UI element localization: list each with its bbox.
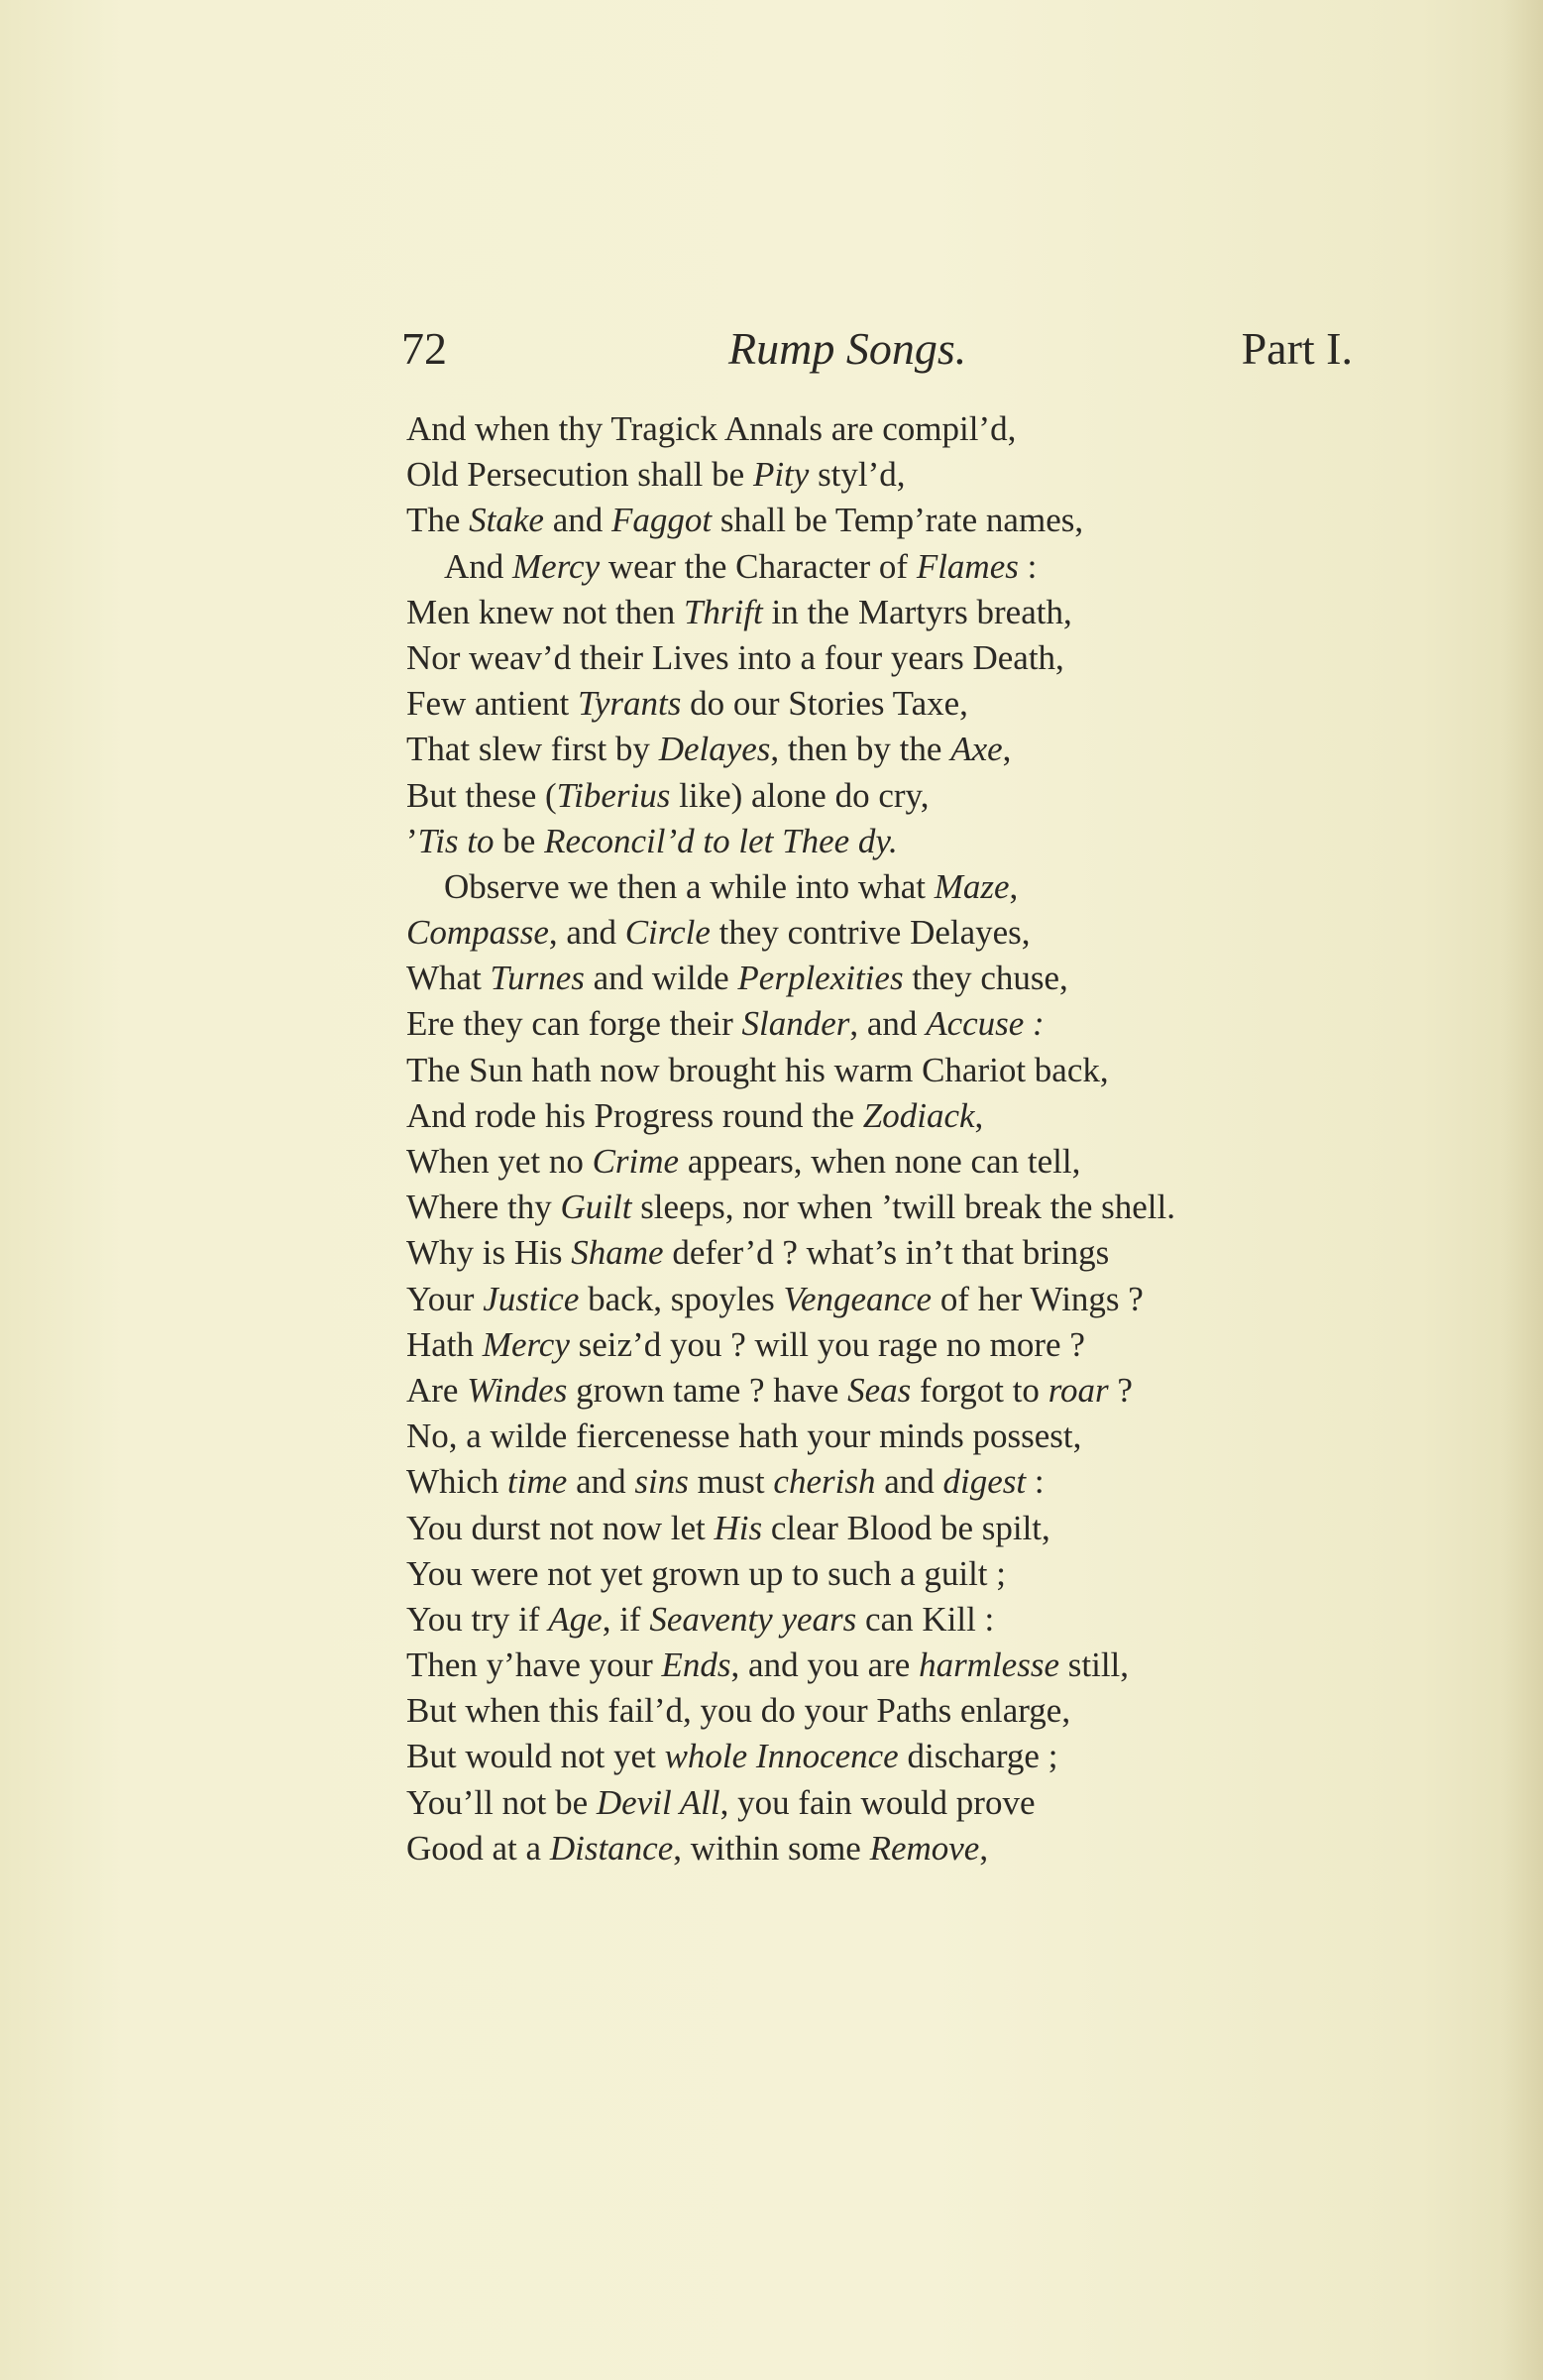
italic-word: roar: [1047, 1370, 1109, 1410]
verse-text: Why is His: [406, 1233, 572, 1273]
italic-word: digest: [942, 1462, 1027, 1502]
verse-text: must: [688, 1462, 774, 1502]
italic-word: Stake: [469, 501, 544, 540]
verse-line: [406, 1139, 1397, 1185]
italic-word: Accuse :: [926, 1004, 1045, 1044]
page-number: 72: [401, 323, 447, 374]
verse-text: ,: [1002, 730, 1012, 769]
verse-text: ?: [1108, 1370, 1133, 1410]
verse-line: [406, 1506, 1397, 1551]
verse-line: [406, 452, 1397, 498]
verse-text: of her Wings ?: [932, 1279, 1144, 1318]
verse-text: ,: [974, 1095, 984, 1135]
verse-line: [406, 1093, 1397, 1139]
verse-text: they chuse,: [903, 959, 1068, 998]
verse-text: , if: [602, 1599, 650, 1639]
verse-line: [406, 406, 1397, 452]
verse-text: Observe we then a while into what: [444, 866, 935, 906]
italic-word: Guilt: [560, 1188, 632, 1227]
verse-text: Where thy: [406, 1188, 561, 1227]
italic-word: Distance: [549, 1828, 674, 1868]
italic-word: Pity: [752, 455, 810, 495]
italic-word: Tiberius: [556, 775, 671, 815]
verse-text: You’ll not be: [406, 1782, 597, 1822]
verse-line: [406, 1734, 1397, 1779]
part-label: Part I.: [1241, 323, 1353, 374]
italic-word: time: [507, 1462, 568, 1502]
italic-word: Vengeance: [783, 1279, 933, 1318]
verse-text: But would not yet: [406, 1737, 665, 1776]
italic-word: Delayes: [658, 730, 771, 769]
verse-line: [406, 727, 1397, 772]
verse-text: and wilde: [584, 959, 738, 998]
verse-text: , then by the: [770, 730, 951, 769]
italic-word: His: [714, 1508, 763, 1547]
verse-text: Nor weav’d their Lives into a four years Death,: [406, 637, 1064, 677]
italic-word: Mercy: [512, 546, 601, 586]
verse-text: like) alone do cry,: [670, 775, 930, 815]
italic-word: Turnes: [490, 959, 585, 998]
verse-line: [406, 864, 1397, 910]
verse-text: ,: [1009, 866, 1019, 906]
verse-text: Old Persecution shall be: [406, 455, 753, 495]
verse-text: Men knew not then: [406, 592, 684, 631]
italic-word: Perplexities: [737, 959, 904, 998]
verse-text: :: [1026, 1462, 1045, 1502]
verse-text: grown tame ? have: [567, 1370, 848, 1410]
italic-word: Seas: [847, 1370, 912, 1410]
verse-text: , you fain would prove: [719, 1782, 1036, 1822]
verse-text: And: [444, 546, 513, 586]
verse-text: The: [406, 501, 470, 540]
verse-text: and: [543, 501, 612, 540]
italic-word: harmlesse: [919, 1645, 1059, 1685]
italic-word: Reconcil’d to let Thee dy.: [544, 821, 898, 860]
italic-word: sins: [634, 1462, 689, 1502]
verse-text: The Sun hath now brought his warm Chariot back,: [406, 1050, 1109, 1089]
verse-line: [406, 1185, 1397, 1230]
italic-word: Age: [548, 1599, 603, 1639]
verse-line: [406, 1643, 1397, 1688]
verse-text: shall be Temp’rate names,: [712, 501, 1084, 540]
verse-text: still,: [1059, 1645, 1130, 1685]
verse-line: [406, 681, 1397, 727]
verse-text: You durst not now let: [406, 1508, 715, 1547]
verse-text: Your: [406, 1279, 484, 1318]
verse-text: Which: [406, 1462, 508, 1502]
italic-word: Axe: [950, 730, 1003, 769]
verse-text: sleeps, nor when ’twill break the shell.: [631, 1188, 1175, 1227]
verse-text: And rode his Progress round the: [406, 1095, 863, 1135]
verse-text: Good at a: [406, 1828, 550, 1868]
poem-text: [406, 406, 1397, 1871]
verse-text: back, spoyles: [579, 1279, 784, 1318]
italic-word: Ends: [661, 1645, 731, 1685]
italic-word: Remove: [869, 1828, 980, 1868]
italic-word: Maze: [934, 866, 1010, 906]
verse-text: in the Martyrs breath,: [762, 592, 1072, 631]
verse-text: and: [875, 1462, 943, 1502]
verse-line: [406, 1459, 1397, 1505]
italic-word: Flames: [916, 546, 1019, 586]
verse-line: [406, 1322, 1397, 1368]
verse-line: [406, 498, 1397, 543]
italic-word: Windes: [467, 1370, 568, 1410]
verse-text: , and: [548, 913, 625, 953]
italic-word: Mercy: [482, 1324, 570, 1364]
verse-line: [406, 956, 1397, 1001]
italic-word: Thrift: [683, 592, 763, 631]
verse-text: Ere they can forge their: [406, 1004, 742, 1044]
verse-text: ’: [406, 821, 418, 860]
verse-line: [406, 1230, 1397, 1276]
verse-text: clear Blood be spilt,: [762, 1508, 1050, 1547]
verse-text: You try if: [406, 1599, 549, 1639]
verse-text: When yet no: [406, 1142, 593, 1181]
italic-word: Shame: [571, 1233, 664, 1273]
verse-line: [406, 1048, 1397, 1093]
verse-text: , within some: [673, 1828, 870, 1868]
italic-word: Tyrants: [578, 684, 682, 724]
verse-line: [406, 1277, 1397, 1322]
verse-line: [406, 1414, 1397, 1459]
verse-text: appears, when none can tell,: [679, 1142, 1081, 1181]
verse-text: And when thy Tragick Annals are compil’d,: [406, 409, 1017, 448]
italic-word: whole Innocence: [664, 1737, 899, 1776]
running-head: [401, 319, 1353, 379]
verse-text: wear the Character of: [600, 546, 917, 586]
italic-word: Seaventy years: [649, 1599, 857, 1639]
verse-line: [406, 1780, 1397, 1826]
verse-text: discharge ;: [898, 1737, 1058, 1776]
verse-text: can Kill :: [856, 1599, 995, 1639]
verse-text: But when this fail’d, you do your Paths enlarge,: [406, 1691, 1071, 1731]
verse-line: [406, 1826, 1397, 1871]
verse-text: No, a wilde fiercenesse hath your minds possest,: [406, 1417, 1082, 1456]
italic-word: Devil All: [596, 1782, 720, 1822]
verse-line: [406, 1001, 1397, 1047]
verse-text: and: [567, 1462, 635, 1502]
verse-text: Hath: [406, 1324, 483, 1364]
verse-text: , and: [849, 1004, 927, 1044]
verse-text: they contrive Delayes,: [710, 913, 1031, 953]
book-title: Rump Songs.: [728, 323, 967, 374]
verse-text: defer’d ? what’s in’t that brings: [663, 1233, 1110, 1273]
verse-text: forgot to: [911, 1370, 1048, 1410]
verse-text: seiz’d you ? will you rage no more ?: [569, 1324, 1085, 1364]
italic-word: Zodiack: [862, 1095, 975, 1135]
verse-line: [406, 544, 1397, 590]
italic-word: Circle: [624, 913, 711, 953]
verse-line: [406, 635, 1397, 681]
verse-line: [406, 590, 1397, 635]
italic-word: Faggot: [611, 501, 713, 540]
verse-text: You were not yet grown up to such a guilt ;: [406, 1553, 1006, 1593]
italic-word: Crime: [592, 1142, 680, 1181]
verse-text: What: [406, 959, 491, 998]
verse-line: [406, 819, 1397, 864]
verse-line: [406, 1551, 1397, 1597]
verse-line: [406, 1597, 1397, 1643]
verse-text: That slew first by: [406, 730, 659, 769]
italic-word: cherish: [773, 1462, 876, 1502]
italic-word: Tis to: [417, 821, 495, 860]
verse-text: But these (: [406, 775, 557, 815]
verse-line: [406, 1688, 1397, 1734]
verse-text: ,: [979, 1828, 989, 1868]
verse-text: be: [494, 821, 545, 860]
verse-text: Are: [406, 1370, 468, 1410]
verse-line: [406, 910, 1397, 956]
verse-text: Few antient: [406, 684, 579, 724]
italic-word: Compasse: [406, 913, 549, 953]
page-edge-shadow: [1503, 0, 1543, 2380]
italic-word: Justice: [483, 1279, 580, 1318]
verse-text: Then y’have your: [406, 1645, 662, 1685]
verse-text: :: [1018, 546, 1038, 586]
verse-line: [406, 1368, 1397, 1414]
italic-word: Slander: [741, 1004, 850, 1044]
verse-text: do our Stories Taxe,: [681, 684, 968, 724]
verse-text: styl’d,: [809, 455, 906, 495]
verse-line: [406, 773, 1397, 819]
verse-text: , and you are: [730, 1645, 920, 1685]
